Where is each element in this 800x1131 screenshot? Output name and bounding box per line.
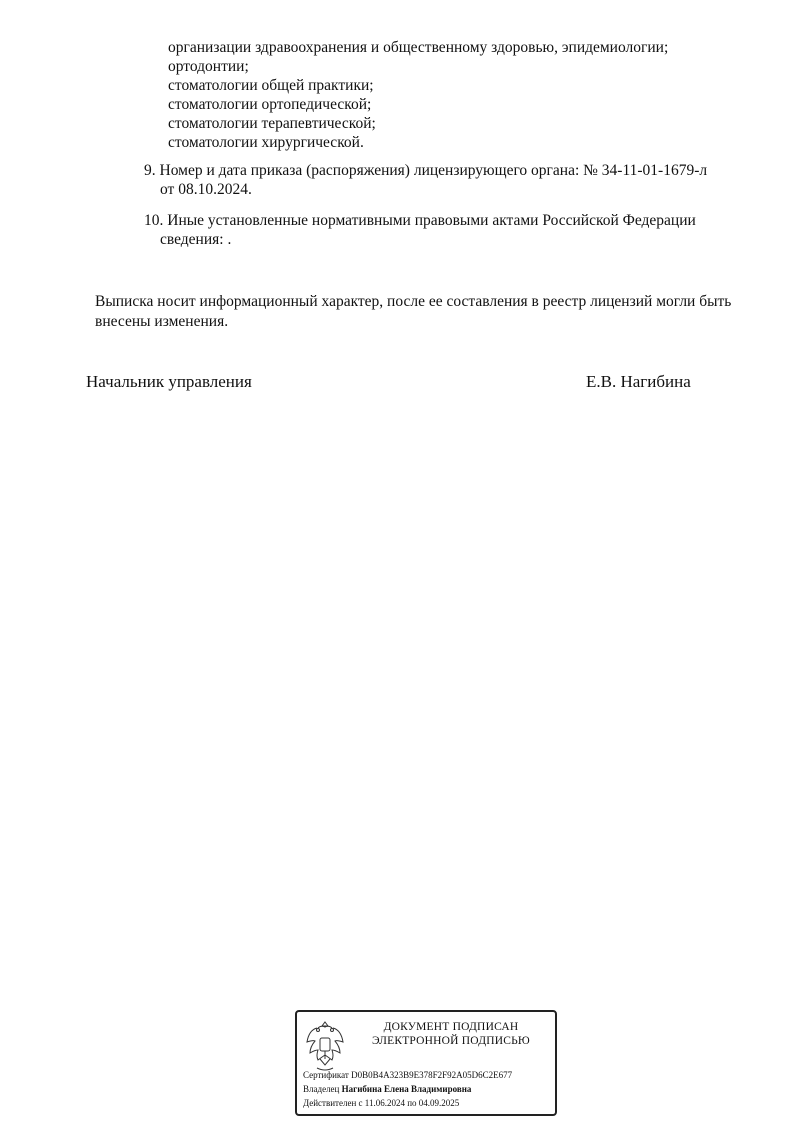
validity-row: Действителен с 11.06.2024 по 04.09.2025 — [303, 1098, 460, 1108]
certificate-value: D0B0B4A323B9E378F2F92A05D6C2E677 — [351, 1070, 513, 1080]
other-info-value: сведения: . — [160, 231, 232, 248]
electronic-signature-stamp — [295, 1010, 557, 1116]
owner-label: Владелец — [303, 1084, 340, 1094]
signatory-name: Е.В. Нагибина — [586, 372, 691, 391]
disclaimer-line: внесены изменения. — [95, 313, 229, 330]
other-info-line: 10. Иные установленные нормативными правовыми актами Российской Федерации — [144, 212, 696, 229]
specialty-item: организации здравоохранения и общественному здоровью, эпидемиологии; — [168, 39, 669, 56]
certificate-label: Сертификат — [303, 1070, 349, 1080]
specialty-item: стоматологии хирургической. — [168, 134, 364, 151]
coat-of-arms-icon — [303, 1018, 347, 1074]
specialty-item: стоматологии терапевтической; — [168, 115, 376, 132]
signatory-position: Начальник управления — [86, 372, 252, 391]
order-date-line: от 08.10.2024. — [160, 181, 252, 198]
stamp-title-line1: ДОКУМЕНТ ПОДПИСАН — [383, 1021, 519, 1033]
owner-row — [303, 1084, 471, 1094]
specialty-item: стоматологии ортопедической; — [168, 96, 372, 113]
specialty-item: стоматологии общей практики; — [168, 77, 374, 94]
stamp-title-line2: ЭЛЕКТРОННОЙ ПОДПИСЬЮ — [372, 1035, 530, 1047]
owner-value: Нагибина Елена Владимировна — [341, 1084, 472, 1094]
order-number-line: 9. Номер и дата приказа (распоряжения) лицензирующего органа: № 34-11-01-1679-л — [144, 162, 708, 179]
certificate-row — [303, 1070, 512, 1080]
specialty-item: ортодонтии; — [168, 58, 249, 75]
disclaimer-line: Выписка носит информационный характер, после ее составления в реестр лицензий могли быть — [95, 293, 732, 310]
